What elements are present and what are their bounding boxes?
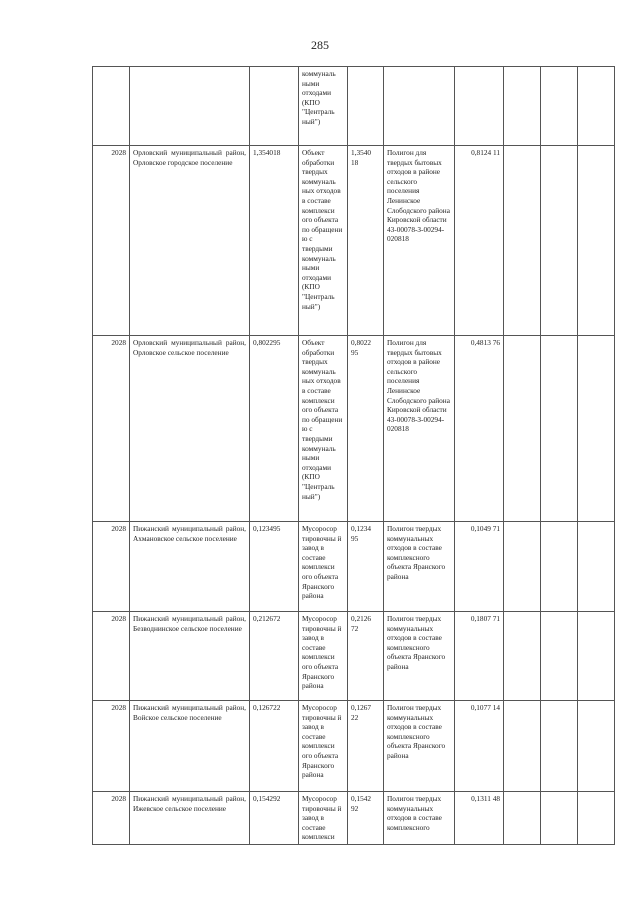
empty-cell xyxy=(504,792,541,845)
value2-cell: 1,3540 18 xyxy=(348,146,384,336)
year-cell: 2028 xyxy=(93,146,130,336)
waste-flow-table xyxy=(92,66,615,845)
table-row xyxy=(93,336,615,522)
empty-cell xyxy=(541,792,578,845)
page-number: 285 xyxy=(311,38,329,52)
value2-cell: 0,1542 92 xyxy=(348,792,384,845)
empty-cell xyxy=(541,701,578,792)
table-row xyxy=(93,612,615,701)
object-cell: коммуналь ными отходами (КПО "Централь ный") xyxy=(299,67,348,146)
object-cell: Мусоросор тировочны й завод в составе комплекси ого объекта Яранского района xyxy=(299,612,348,701)
empty-cell xyxy=(541,67,578,146)
municipality-cell: Орловский муниципальный район, Орловское городское поселение xyxy=(130,146,250,336)
value1-cell: 0,123495 xyxy=(250,522,299,612)
destination-cell: Полигон твердых коммунальных отходов в составе комплексного xyxy=(384,792,455,845)
value2-cell: 0,1267 22 xyxy=(348,701,384,792)
value1-cell xyxy=(250,67,299,146)
empty-cell xyxy=(541,146,578,336)
table-row xyxy=(93,67,615,146)
year-cell: 2028 xyxy=(93,336,130,522)
year-cell: 2028 xyxy=(93,522,130,612)
value1-cell: 0,212672 xyxy=(250,612,299,701)
municipality-cell: Орловский муниципальный район, Орловское сельское поселение xyxy=(130,336,250,522)
destination-cell xyxy=(384,67,455,146)
year-cell: 2028 xyxy=(93,701,130,792)
empty-cell xyxy=(504,67,541,146)
empty-cell xyxy=(541,612,578,701)
empty-cell xyxy=(504,146,541,336)
municipality-cell: Пижанский муниципальный район, Ахмановское сельское поселение xyxy=(130,522,250,612)
value3-cell: 0,1077 14 xyxy=(455,701,504,792)
value3-cell: 0,1049 71 xyxy=(455,522,504,612)
empty-cell xyxy=(504,522,541,612)
destination-cell: Полигон твердых коммунальных отходов в составе комплексного объекта Яранского района xyxy=(384,701,455,792)
value1-cell: 0,802295 xyxy=(250,336,299,522)
table-row xyxy=(93,522,615,612)
empty-cell xyxy=(504,701,541,792)
value3-cell xyxy=(455,67,504,146)
value3-cell: 0,1807 71 xyxy=(455,612,504,701)
table-row xyxy=(93,146,615,336)
destination-cell: Полигон для твердых бытовых отходов в районе сельского поселения Ленинское Слободского района Кировской области 43-00078-З-00294-020818 xyxy=(384,336,455,522)
value2-cell: 0,1234 95 xyxy=(348,522,384,612)
empty-cell xyxy=(504,612,541,701)
object-cell: Мусоросор тировочны й завод в составе комплекси ого объекта Яранского района xyxy=(299,701,348,792)
empty-cell xyxy=(504,336,541,522)
municipality-cell: Пижанский муниципальный район, Войское сельское поселение xyxy=(130,701,250,792)
empty-cell xyxy=(578,792,615,845)
destination-cell: Полигон твердых коммунальных отходов в составе комплексного объекта Яранского района xyxy=(384,522,455,612)
object-cell: Объект обработки твердых коммуналь ных отходов в составе комплекси ого объекта по обращени ю с твердыми коммуналь ными отходами (КПО "Централь ный") xyxy=(299,146,348,336)
empty-cell xyxy=(578,336,615,522)
empty-cell xyxy=(541,522,578,612)
value3-cell: 0,1311 48 xyxy=(455,792,504,845)
destination-cell: Полигон твердых коммунальных отходов в составе комплексного объекта Яранского района xyxy=(384,612,455,701)
empty-cell xyxy=(578,522,615,612)
year-cell: 2028 xyxy=(93,612,130,701)
object-cell: Мусоросор тировочны й завод в составе комплекси ого объекта Яранского района xyxy=(299,522,348,612)
destination-cell: Полигон для твердых бытовых отходов в районе сельского поселения Ленинское Слободского района Кировской области 43-00078-З-00294-020818 xyxy=(384,146,455,336)
table-row xyxy=(93,701,615,792)
empty-cell xyxy=(541,336,578,522)
empty-cell xyxy=(578,701,615,792)
value3-cell: 0,4813 76 xyxy=(455,336,504,522)
year-cell xyxy=(93,67,130,146)
table-row xyxy=(93,792,615,845)
empty-cell xyxy=(578,146,615,336)
object-cell: Мусоросор тировочны й завод в составе комплекси xyxy=(299,792,348,845)
year-cell: 2028 xyxy=(93,792,130,845)
empty-cell xyxy=(578,612,615,701)
value2-cell xyxy=(348,67,384,146)
empty-cell xyxy=(578,67,615,146)
object-cell: Объект обработки твердых коммуналь ных отходов в составе комплекси ого объекта по обращени ю с твердыми коммуналь ными отходами (КПО "Централь ный") xyxy=(299,336,348,522)
municipality-cell: Пижанский муниципальный район, Безводнинское сельское поселение xyxy=(130,612,250,701)
value1-cell: 0,154292 xyxy=(250,792,299,845)
value1-cell: 0,126722 xyxy=(250,701,299,792)
municipality-cell: Пижанский муниципальный район, Ижевское сельское поселение xyxy=(130,792,250,845)
value1-cell: 1,354018 xyxy=(250,146,299,336)
value3-cell: 0,8124 11 xyxy=(455,146,504,336)
value2-cell: 0,2126 72 xyxy=(348,612,384,701)
value2-cell: 0,8022 95 xyxy=(348,336,384,522)
municipality-cell xyxy=(130,67,250,146)
